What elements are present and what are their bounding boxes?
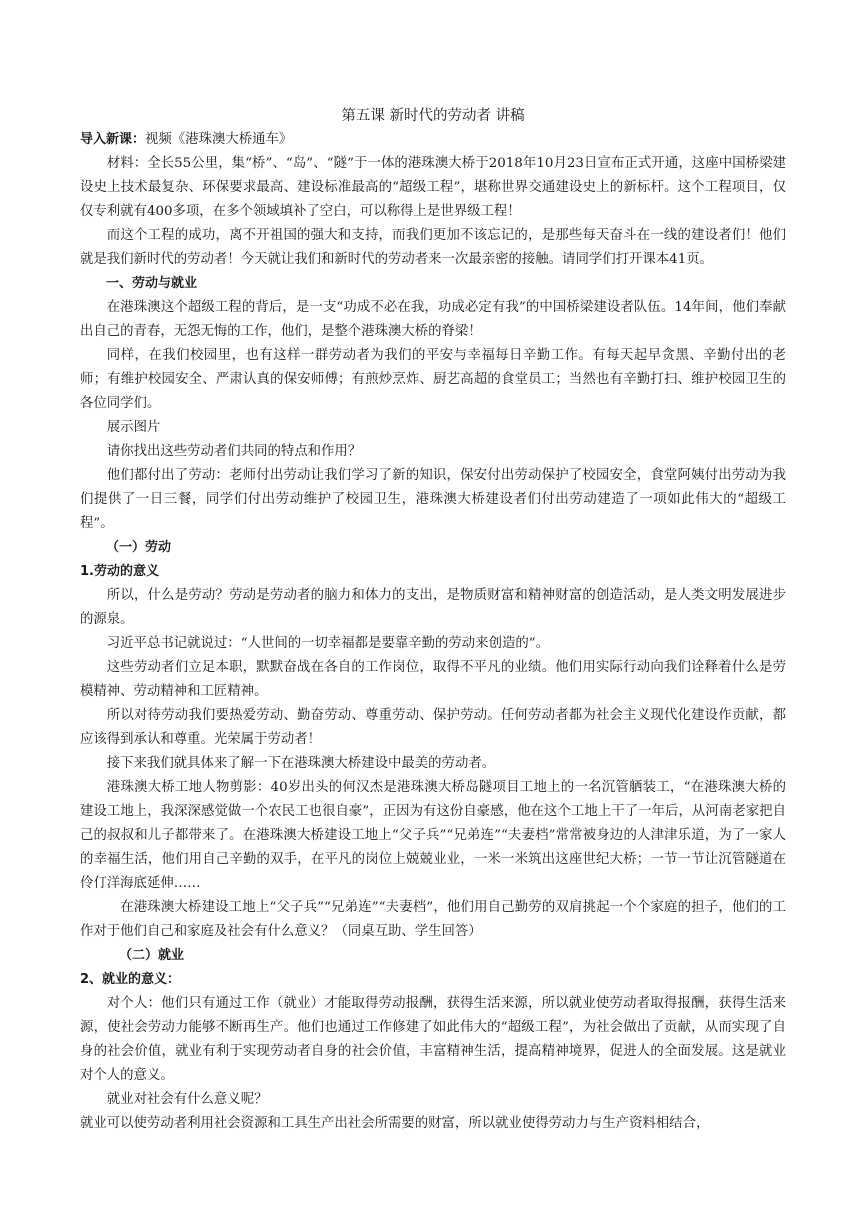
paragraph-profile: 港珠澳大桥工地人物剪影：40岁出头的何汉杰是港珠澳大桥岛隧项目工地上的一名沉管舾装工，“在港珠澳大桥的建设工地上，我深深感觉做一个农民工也很自豪”，正因为有这份自豪感，他在这个工地上干了一年后，从河南老家把自己的叔叔和儿子都带来了。在港珠澳大桥建设工地上“父子兵”“兄弟连”“夫妻档”常常被身边的人津津乐道，为了一家人的幸福生活，他们用自己辛勤的双手，在平凡的岗位上兢兢业业，一米一米筑出这座世纪大桥；一节一节让沉管隧道在伶仃洋海底延伸…… — [80, 780, 786, 891]
paragraph-society: 就业可以使劳动者利用社会资源和工具生产出社会所需要的财富，所以就业使得劳动力与生产资料相结合， — [80, 1116, 710, 1131]
heading-labor-meaning: 1.劳动的意义 — [80, 564, 159, 579]
document-page — [80, 104, 786, 1136]
paragraph-builders: 在港珠澳这个超级工程的背后，是一支“功成不必在我，功成必定有我”的中国桥梁建设者队伍。14年间，他们奉献出自己的青春，无怨无悔的工作，他们，是整个港珠澳大桥的脊梁！ — [80, 300, 786, 339]
intro-text: 视频《港珠澳大桥通车》 — [145, 132, 293, 147]
paragraph-what-is-labor: 所以，什么是劳动？劳动是劳动者的脑力和体力的支出，是物质财富和精神财富的创造活动，是人类文明发展进步的源泉。 — [80, 588, 786, 627]
intro-label: 导入新课： — [80, 132, 146, 147]
paragraph-next: 接下来我们就具体来了解一下在港珠澳大桥建设中最美的劳动者。 — [106, 756, 496, 771]
document-title: 第五课 新时代的劳动者 讲稿 — [341, 108, 525, 124]
paragraph-show-pictures: 展示图片 — [106, 420, 161, 435]
paragraph-spirit: 这些劳动者们立足本职，默默奋战在各自的工作岗位，取得不平凡的业绩。他们用实际行动向我们诠释着什么是劳模精神、劳动精神和工匠精神。 — [80, 660, 786, 699]
paragraph-respect-labor: 所以对待劳动我们要热爱劳动、勤奋劳动、尊重劳动、保护劳动。任何劳动者都为社会主义现代化建设作贡献，都应该得到承认和尊重。光荣属于劳动者！ — [80, 708, 786, 747]
intro-line — [80, 128, 786, 152]
paragraph-campus-workers: 同样，在我们校园里，也有这样一群劳动者为我们的平安与幸福每日辛勤工作。有每天起早贪黑、辛勤付出的老师；有维护校园安全、严肃认真的保安师傅；有煎炒烹炸、厨艺高超的食堂员工；当然也有辛勤打扫、维护校园卫生的各位同学们。 — [80, 348, 786, 411]
paragraph-family-question: 在港珠澳大桥建设工地上“父子兵”“兄弟连”“夫妻档”，他们用自己勤劳的双肩挑起一个个家庭的担子，他们的工作对于他们自己和家庭及社会有什么意义？（同桌互助、学生回答） — [80, 900, 786, 939]
paragraph-material: 材料：全长55公里，集“桥”、“岛”、“隧”于一体的港珠澳大桥于2018年10月23日宣布正式开通，这座中国桥梁建设史上技术最复杂、环保要求最高、建设标准最高的“超级工程”，堪称世界交通建设史上的新标杆。这个工程项目，仅仅专利就有400多项，在多个领域填补了空白，可以称得上是世界级工程！ — [80, 156, 786, 219]
paragraph-question: 请你找出这些劳动者们共同的特点和作用？ — [106, 444, 362, 459]
heading-labor: （一）劳动 — [106, 540, 172, 555]
heading-labor-employment: 一、劳动与就业 — [106, 276, 198, 291]
paragraph-all-labor: 他们都付出了劳动：老师付出劳动让我们学习了新的知识，保安付出劳动保护了校园安全，食堂阿姨付出劳动为我们提供了一日三餐，同学们付出劳动维护了校园卫生，港珠澳大桥建设者们付出劳动建造了一项如此伟大的“超级工程”。 — [80, 468, 786, 531]
heading-employment: （二）就业 — [119, 948, 185, 963]
paragraph-society-question: 就业对社会有什么意义呢？ — [106, 1092, 268, 1107]
paragraph-quote: 习近平总书记就说过：“人世间的一切幸福都是要靠辛勤的劳动来创造的”。 — [106, 636, 549, 651]
paragraph-individual: 对个人：他们只有通过工作（就业）才能取得劳动报酬，获得生活来源，所以就业使劳动者取得报酬，获得生活来源，使社会劳动力能够不断再生产。他们也通过工作修建了如此伟大的“超级工程”，为社会做出了贡献，从而实现了自身的社会价值，就业有利于实现劳动者自身的社会价值，丰富精神生活，提高精神境界，促进人的全面发展。这是就业对个人的意义。 — [80, 996, 786, 1083]
paragraph-success: 而这个工程的成功，离不开祖国的强大和支持，而我们更加不该忘记的，是那些每天奋斗在一线的建设者们！他们就是我们新时代的劳动者！今天就让我们和新时代的劳动者来一次最亲密的接触。请同学们打开课本41页。 — [80, 228, 786, 267]
heading-employment-meaning: 2、就业的意义： — [80, 972, 181, 987]
